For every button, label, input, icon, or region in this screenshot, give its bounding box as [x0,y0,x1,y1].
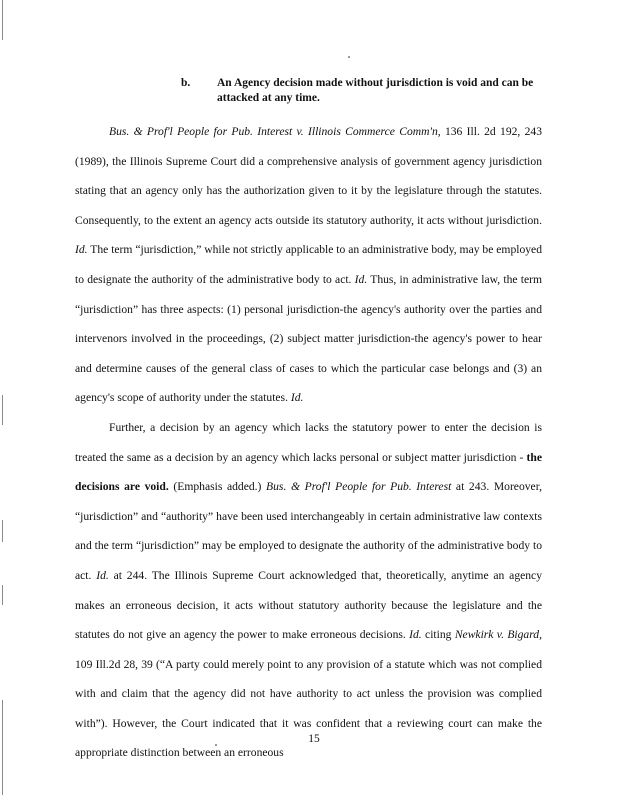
citation-text: Id. [75,243,88,257]
citation-text: Bus. & Prof'l People for Pub. Interest v. Illinois Commerce Comm'n, [109,125,441,138]
scan-edge-mark [2,0,3,40]
citation-text: Id. [96,568,109,582]
section-title: An Agency decision made without jurisdiction is void and can be attacked at any time. [217,77,534,104]
body-segment: (Emphasis added.) [168,480,267,494]
emphasis-text: the decisions are void. [75,450,542,494]
body-segment: The term “jurisdiction,” while not strictly applicable to an administrative body, may be employed to designate the authority of the administrative body to act. [75,243,542,286]
scan-speck [348,56,350,58]
body-segment: citing [421,628,455,642]
citation-text: Id. [354,272,368,286]
body-segment: at 243. Moreover, “jurisdiction” and “authority” have been used interchangeably in certain administrative law contexts and the term “jurisdiction” may be employed to designate the authority of the administrative body to act. [75,480,542,582]
citation-text: Newkirk v. Bigard, [454,628,543,642]
body-segment: Further, a decision by an agency which lacks the statutory power to enter the decision is treated the same as a decision by an agency which lacks personal or subject matter jurisdiction - [75,420,542,464]
scan-edge-mark [2,395,3,425]
paragraph [75,117,542,413]
citation-text: Id. [409,628,422,642]
section-letter: b. [181,77,191,89]
paragraph [75,413,542,768]
scan-edge-mark [2,520,3,542]
body-segment: Thus, in administrative law, the term “jurisdiction” has three aspects: (1) personal jurisdiction-the agency's authority over the parties and intervenors involved in the proceedings, (2) subject matter jurisdiction-the agency's power to hear and determine causes of the general class of cases to which the particular case belongs and (3) an agency's scope of authority under the statutes. [75,272,542,405]
scan-edge-mark [2,700,3,795]
citation-text: Id. [290,391,304,405]
body-segment: 109 Ill.2d 28, 39 (“A party could merely point to any provision of a statute which was not complied with and claim that the agency did not have authority to act unless the provision was complied with”). However, the Court indicated that it was confident that a reviewing court can make the appropriate distinction between an erroneous [75,657,542,760]
page-number: 15 [308,733,320,745]
body-segment: 136 Ill. 2d 192, 243 (1989), the Illinois Supreme Court did a comprehensive analysis of government agency jurisdiction stating that an agency only has the authorization given to it by the legislature through the statutes. Consequently, to the extent an agency acts outside its statutory authority, it acts without jurisdiction. [75,125,542,227]
body-segment: at 244. The Illinois Supreme Court acknowledged that, theoretically, anytime an agency makes an erroneous decision, it acts without statutory authority because the legislature and the statutes do not give an agency the power to make erroneous decisions. [75,568,542,642]
body-text [75,117,542,768]
citation-text: Bus. & Prof'l People for Pub. Interest [266,480,452,494]
scan-edge-mark [2,585,3,605]
